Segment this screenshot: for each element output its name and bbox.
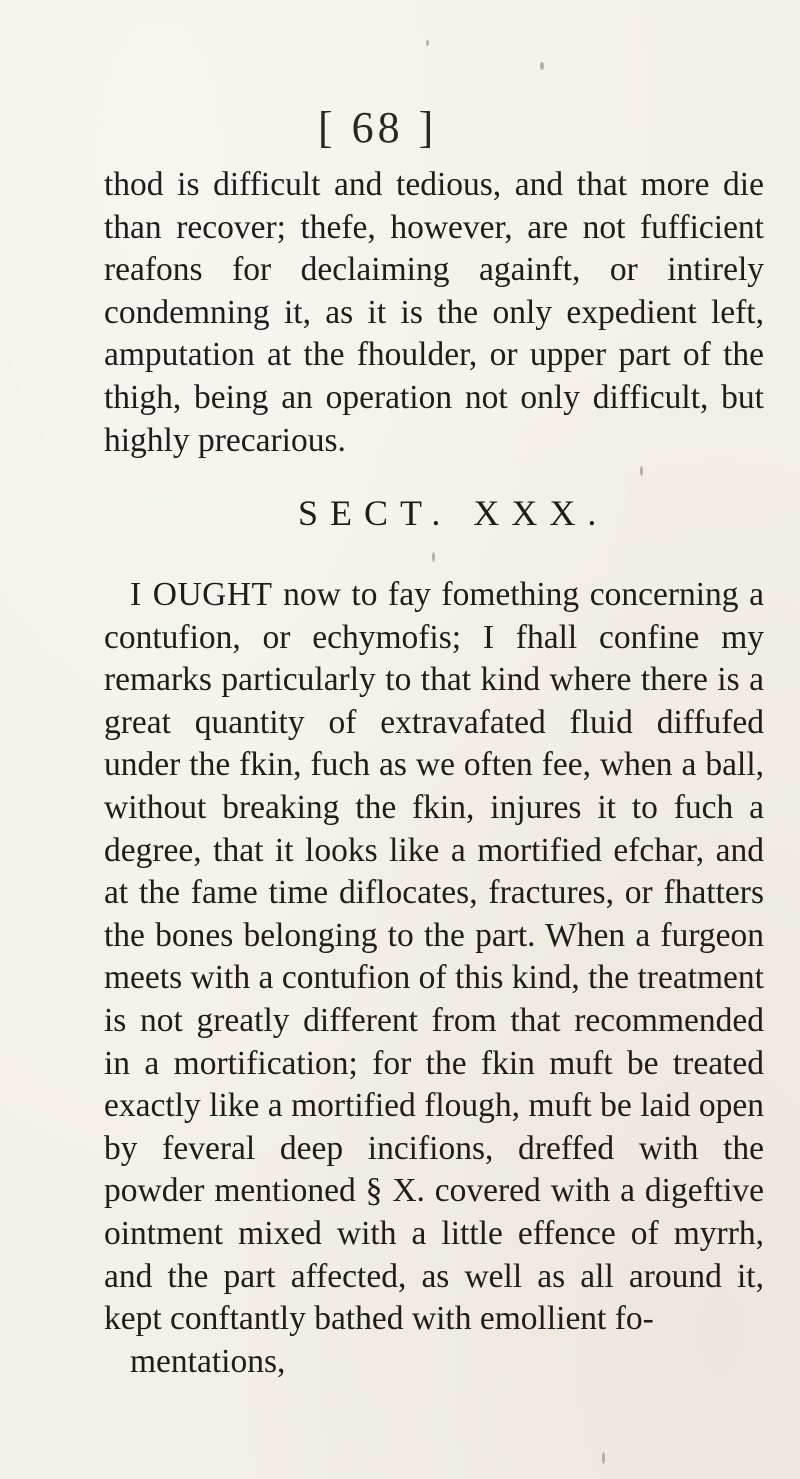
paragraph-opening-words: I OUGHT [130,576,273,613]
paper-speck [540,62,544,70]
paper-speck [602,1452,605,1464]
section-heading: SECT. XXX. [298,493,609,533]
paper-speck [426,40,429,46]
paragraph-section-30 [104,574,764,1383]
paragraph-body-text: now to fay fomething concerning a contufion, or echymofis; I fhall confine my remarks particularly to that kind where there is a great quantity of extravafated fluid diffufed under the fkin, fuch as we often fee, when a ball, without breaking the fkin, injures it to fuch a degree, that it looks like a mortified efchar, and at the fame time diflocates, fractures, or fhatters the bones belonging to the part. When a furgeon meets with a contufion of this kind, the treatment is not greatly different from that recommended in a mortification; for the fkin muft be treated exactly like a mortified flough, muft be laid open by feveral deep incifions, dreffed with the powder mentioned § X. covered with a digeftive ointment mixed with a little effence of myrrh, and the part affected, as well as all around it, kept conftantly bathed with emollient fo- [104,576,765,1338]
paragraph-continuation: thod is difficult and tedious, and that more die than recover; thefe, however, are not fufficient reafons for declaiming againft, or intirely condemning it, as it is the only expedient left, amputation at the fhoulder, or upper part of the thigh, being an operation not only difficult, but highly precarious. [104,166,764,459]
paper-speck [432,552,435,562]
paragraph-catchword: mentations, [130,1342,286,1380]
page-number: [ 68 ] [318,103,438,152]
paper-speck [640,466,643,476]
